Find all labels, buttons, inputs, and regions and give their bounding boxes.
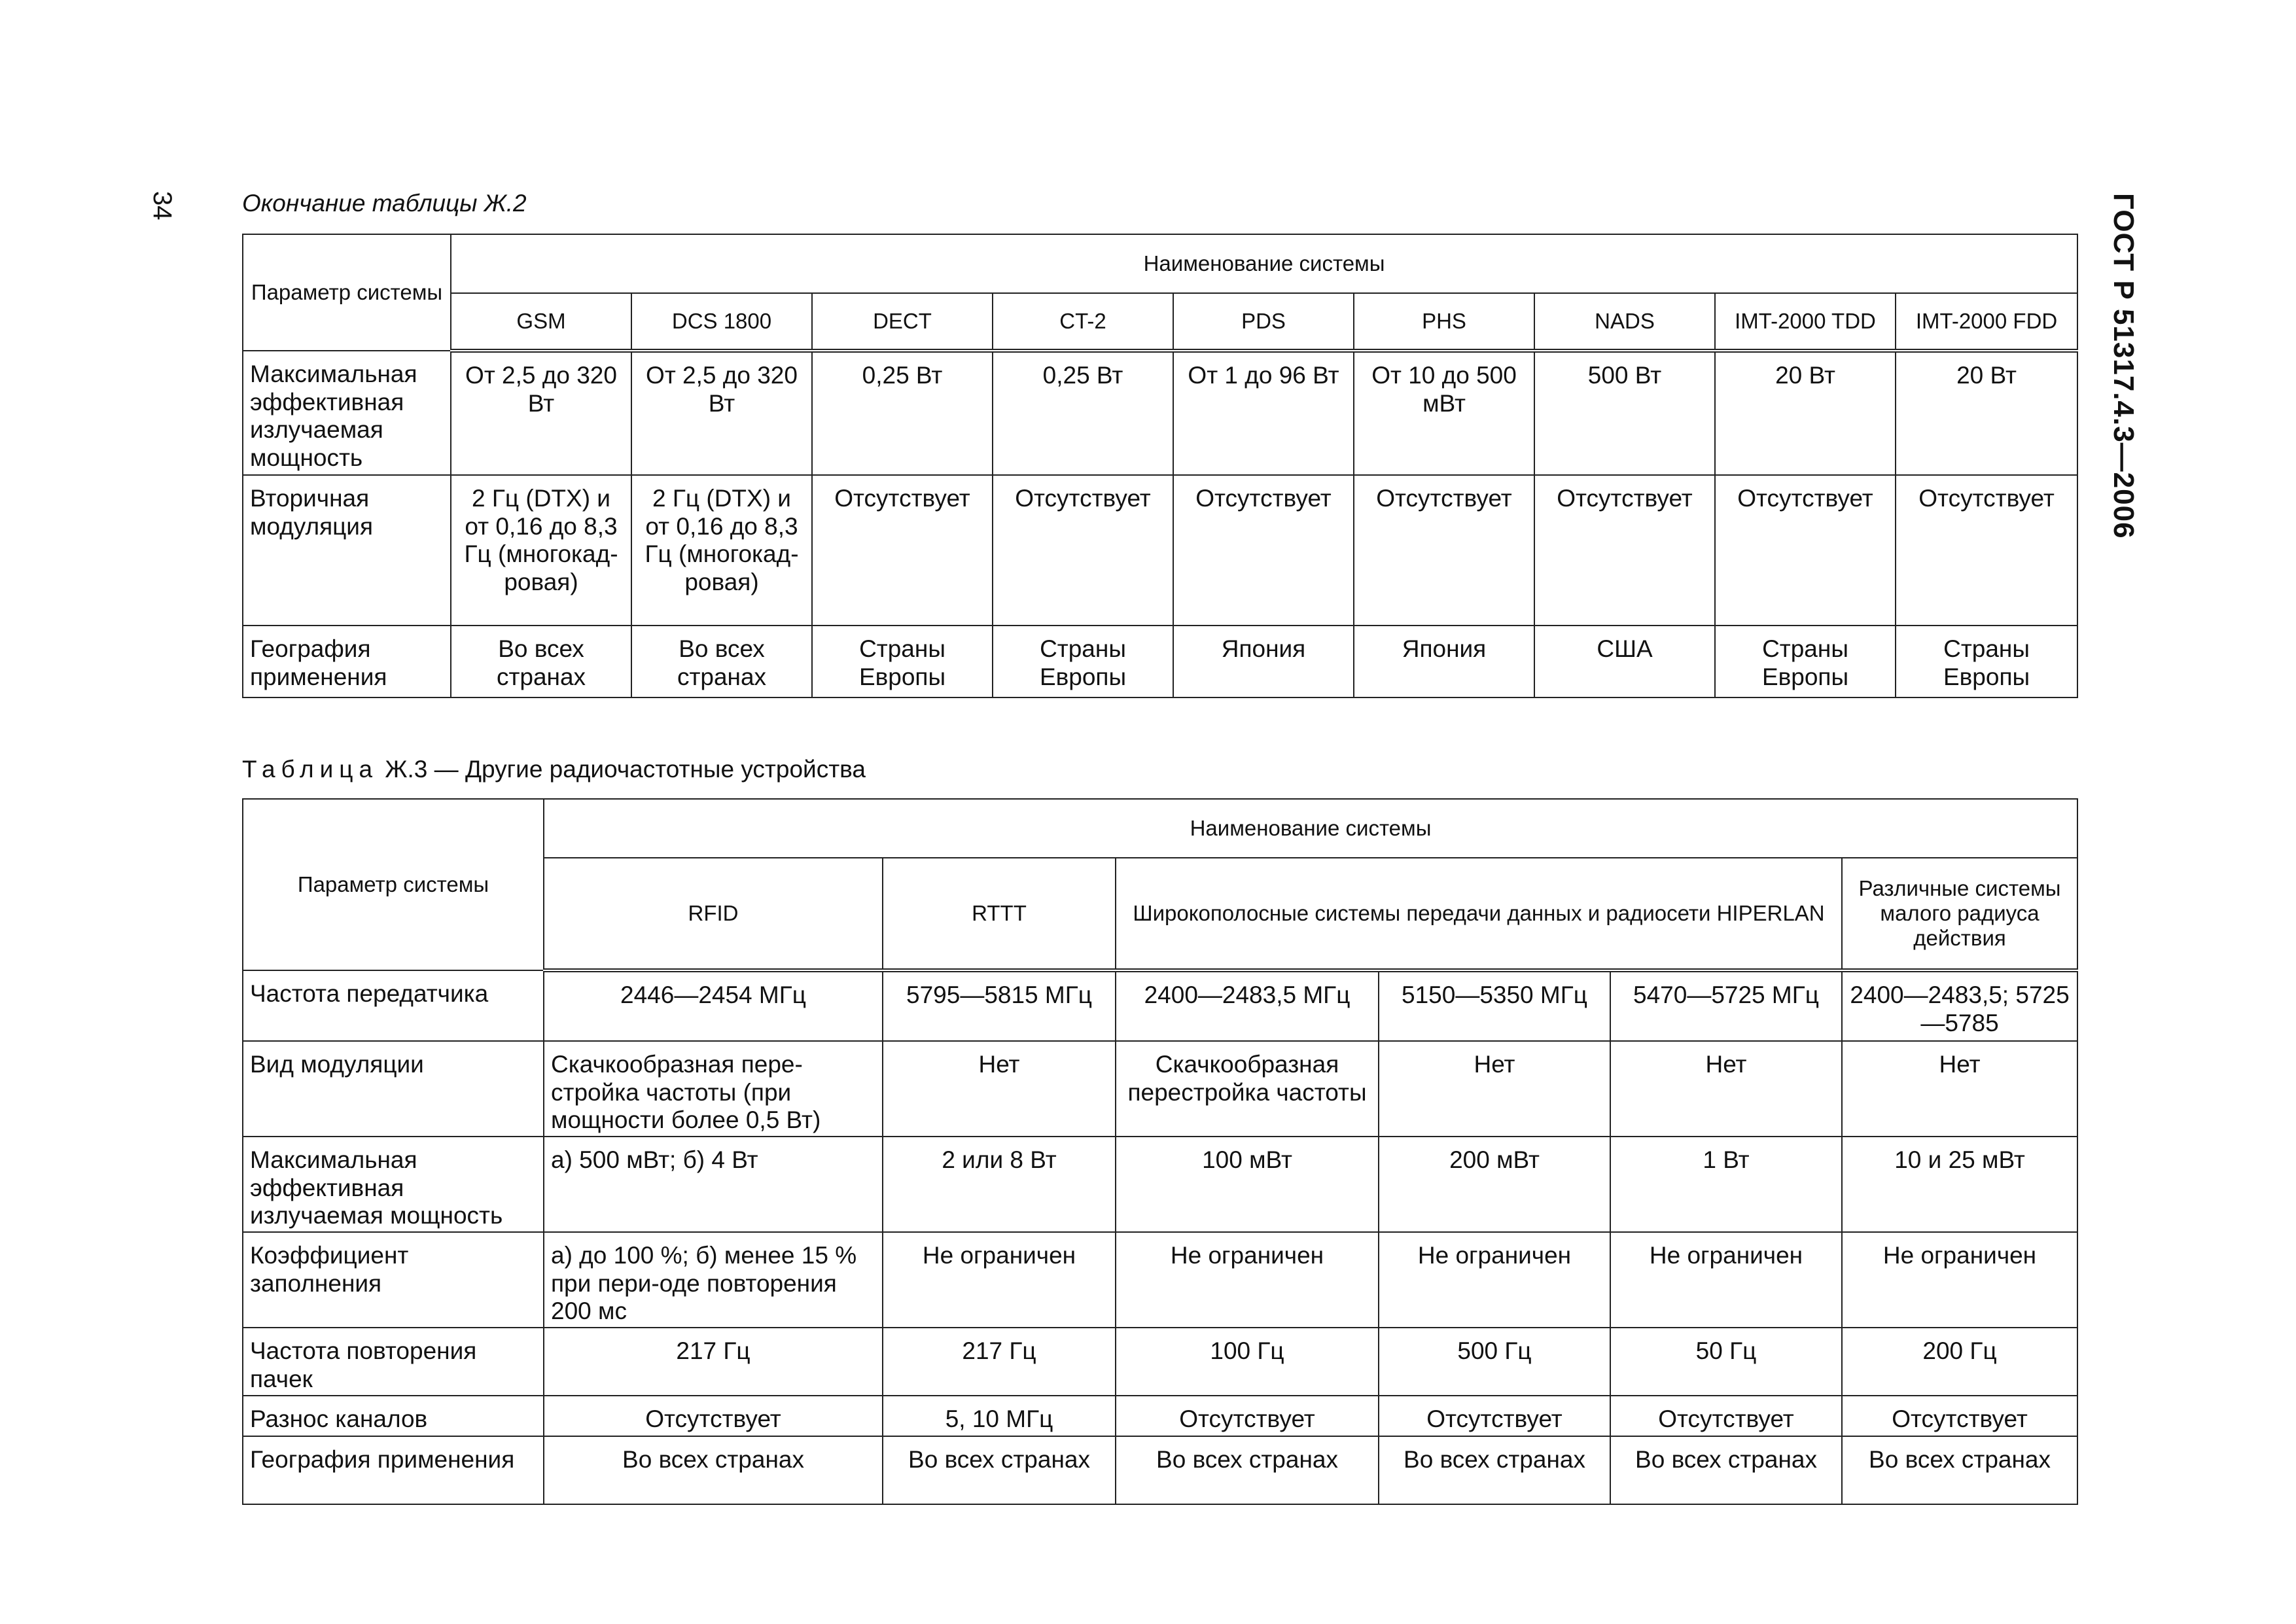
table-cell: 200 Гц <box>1842 1328 2077 1396</box>
system-header: DCS 1800 <box>631 293 812 351</box>
row-label: География применения <box>243 1436 544 1504</box>
table-row <box>243 1137 2077 1232</box>
table-cell: От 2,5 до 320 Вт <box>631 351 812 475</box>
table-cell: Отсутствует <box>544 1396 883 1436</box>
table-cell: Отсутствует <box>1116 1396 1379 1436</box>
table-cell: Отсутствует <box>1173 475 1354 626</box>
row-label: Вторичная модуляция <box>243 475 451 626</box>
table-cell: Скачкообразная перестройка частоты <box>1116 1041 1379 1137</box>
table-cell: 5795—5815 МГц <box>883 970 1116 1041</box>
table-cell: Отсутствует <box>1896 475 2077 626</box>
table-cell: 2 Гц (DTX) и от 0,16 до 8,3 Гц (многокад-ровая) <box>631 475 812 626</box>
system-header: Широкополосные системы передачи данных и радиосети HIPERLAN <box>1116 858 1842 970</box>
table-cell: Во всех странах <box>544 1436 883 1504</box>
table-cell: 10 и 25 мВт <box>1842 1137 2077 1232</box>
table-cell: Во всех странах <box>883 1436 1116 1504</box>
table-cell: Отсутствует <box>1379 1396 1610 1436</box>
row-label: Коэффициент заполнения <box>243 1232 544 1328</box>
table-3-caption-title: Ж.3 — Другие радиочастотные устройства <box>378 756 866 783</box>
table-cell: 5, 10 МГц <box>883 1396 1116 1436</box>
table-cell: 2 Гц (DTX) и от 0,16 до 8,3 Гц (многокад-ровая) <box>451 475 631 626</box>
table-cell: 500 Гц <box>1379 1328 1610 1396</box>
table-cell: Во всех странах <box>1610 1436 1842 1504</box>
table-cell: 2400—2483,5; 5725—5785 <box>1842 970 2077 1041</box>
table-cell: 5150—5350 МГц <box>1379 970 1610 1041</box>
system-header: RFID <box>544 858 883 970</box>
system-header: PDS <box>1173 293 1354 351</box>
table-3-caption-prefix: Таблица <box>242 756 379 783</box>
table-row <box>243 475 2077 626</box>
table-cell: Отсутствует <box>1534 475 1715 626</box>
table-cell: 217 Гц <box>544 1328 883 1396</box>
table-row <box>243 351 2077 475</box>
table-cell: Страны Европы <box>812 626 993 697</box>
table-cell: 2 или 8 Вт <box>883 1137 1116 1232</box>
table-row <box>243 1232 2077 1328</box>
table-cell: Скачкообразная пере-стройка частоты (при мощности более 0,5 Вт) <box>544 1041 883 1137</box>
table-cell: Отсутствует <box>1354 475 1534 626</box>
system-header: IMT-2000 TDD <box>1715 293 1896 351</box>
table-cell: Нет <box>1379 1041 1610 1137</box>
system-header: CT-2 <box>993 293 1173 351</box>
row-label: Максимальная эффективная излучаемая мощность <box>243 1137 544 1232</box>
system-header: Различные системы малого радиуса действия <box>1842 858 2077 970</box>
table-cell: Не ограничен <box>1610 1232 1842 1328</box>
system-header: GSM <box>451 293 631 351</box>
systems-header: Наименование системы <box>451 234 2077 293</box>
row-label: География применения <box>243 626 451 697</box>
page-number: 34 <box>148 191 177 221</box>
table-cell: Во всех странах <box>1842 1436 2077 1504</box>
table-cell: 200 мВт <box>1379 1137 1610 1232</box>
table-cell: Во всех странах <box>1379 1436 1610 1504</box>
table-cell: 100 мВт <box>1116 1137 1379 1232</box>
table-cell: Нет <box>1842 1041 2077 1137</box>
table-row <box>243 626 2077 697</box>
table-cell: Во всех странах <box>451 626 631 697</box>
table-cell: Нет <box>1610 1041 1842 1137</box>
table-cell: 500 Вт <box>1534 351 1715 475</box>
row-label: Вид модуляции <box>243 1041 544 1137</box>
table-cell: Во всех странах <box>631 626 812 697</box>
table-cell: 2400—2483,5 МГц <box>1116 970 1379 1041</box>
param-header: Параметр системы <box>243 234 451 351</box>
table-cell: 1 Вт <box>1610 1137 1842 1232</box>
row-label: Максимальная эффективная излучаемая мощность <box>243 351 451 475</box>
table-row <box>243 970 2077 1041</box>
row-label: Частота передатчика <box>243 970 544 1041</box>
table-cell: Не ограничен <box>1116 1232 1379 1328</box>
table-cell: Не ограничен <box>883 1232 1116 1328</box>
table-cell: а) 500 мВт; б) 4 Вт <box>544 1137 883 1232</box>
table-cell: Отсутствует <box>1610 1396 1842 1436</box>
table-cell: Во всех странах <box>1116 1436 1379 1504</box>
table-cell: 20 Вт <box>1896 351 2077 475</box>
table-cell: От 1 до 96 Вт <box>1173 351 1354 475</box>
document-id: ГОСТ Р 51317.4.3—2006 <box>2108 193 2140 539</box>
system-header: IMT-2000 FDD <box>1896 293 2077 351</box>
table-zh2 <box>242 234 2078 698</box>
table-cell: США <box>1534 626 1715 697</box>
table-cell: Отсутствует <box>993 475 1173 626</box>
table-cell: Отсутствует <box>1842 1396 2077 1436</box>
system-header: RTTT <box>883 858 1116 970</box>
table-row <box>243 1396 2077 1436</box>
system-header: NADS <box>1534 293 1715 351</box>
table-cell: Отсутствует <box>812 475 993 626</box>
table-cell: Не ограничен <box>1379 1232 1610 1328</box>
table-cell: От 2,5 до 320 Вт <box>451 351 631 475</box>
table-row <box>243 1328 2077 1396</box>
system-header: PHS <box>1354 293 1534 351</box>
table-cell: Страны Европы <box>993 626 1173 697</box>
table-cell: Япония <box>1354 626 1534 697</box>
row-label: Разнос каналов <box>243 1396 544 1436</box>
system-header: DECT <box>812 293 993 351</box>
table-cell: Нет <box>883 1041 1116 1137</box>
table-cell: От 10 до 500 мВт <box>1354 351 1534 475</box>
table-cell: Страны Европы <box>1896 626 2077 697</box>
table-cell: 50 Гц <box>1610 1328 1842 1396</box>
table-cell: 5470—5725 МГц <box>1610 970 1842 1041</box>
table-cell: 100 Гц <box>1116 1328 1379 1396</box>
table-row <box>243 1436 2077 1504</box>
table-cell: 0,25 Вт <box>993 351 1173 475</box>
table-zh3 <box>242 798 2078 1505</box>
table-cell: 217 Гц <box>883 1328 1116 1396</box>
table-cell: Япония <box>1173 626 1354 697</box>
table-row <box>243 1041 2077 1137</box>
table-cell: Не ограничен <box>1842 1232 2077 1328</box>
param-header: Параметр системы <box>243 799 544 970</box>
table-cell: а) до 100 %; б) менее 15 % при пери-оде повторения 200 мс <box>544 1232 883 1328</box>
table-cell: 20 Вт <box>1715 351 1896 475</box>
table-3-caption <box>242 756 866 783</box>
table-cell: 2446—2454 МГц <box>544 970 883 1041</box>
row-label: Частота повторения пачек <box>243 1328 544 1396</box>
table-cell: 0,25 Вт <box>812 351 993 475</box>
table-2-caption: Окончание таблицы Ж.2 <box>242 190 527 217</box>
table-cell: Отсутствует <box>1715 475 1896 626</box>
table-cell: Страны Европы <box>1715 626 1896 697</box>
systems-header: Наименование системы <box>544 799 2077 858</box>
